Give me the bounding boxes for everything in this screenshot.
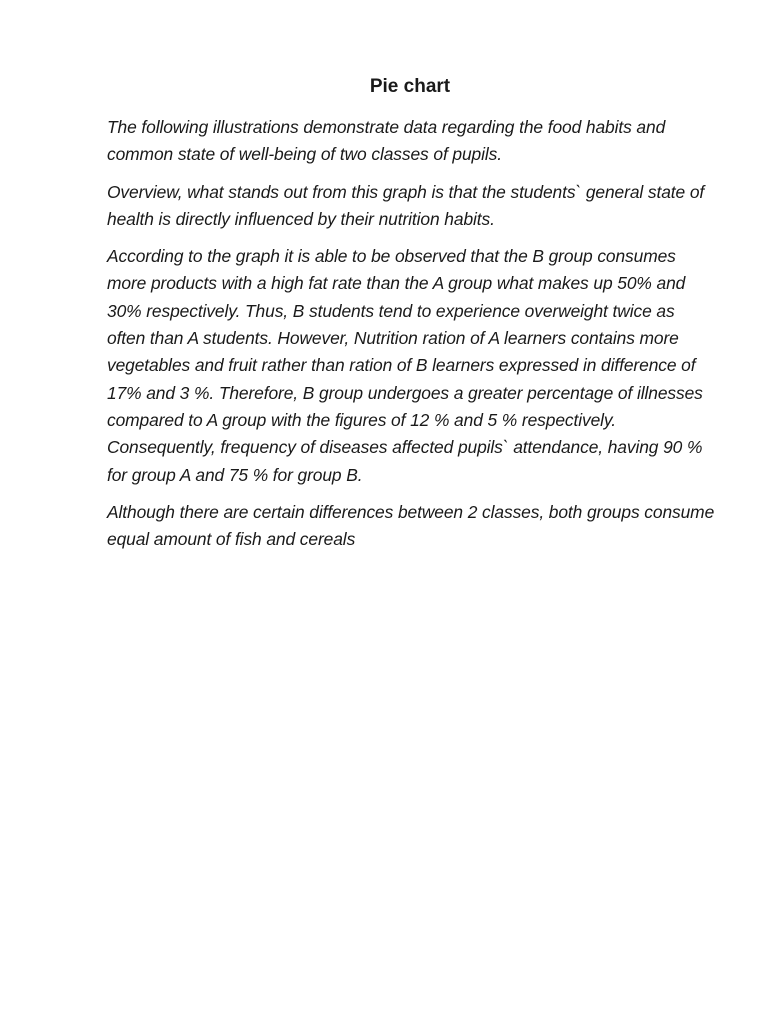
document-body [107,114,717,563]
paragraph-analysis: According to the graph it is able to be observed that the B group consumes more products with a high fat rate than the A group what makes up 50% and 30% respectively. Thus, B students tend to experience overweight twice as often than A students. However, Nutrition ration of A learners contains more vegetables and fruit rather than ration of B learners expressed in difference of 17% and 3 %. Therefore, B group undergoes a greater percentage of illnesses compared to A group with the figures of 12 % and 5 % respectively. Consequently, frequency of diseases affected pupils` attendance, having 90 % for group A and 75 % for group B. [107,246,703,485]
paragraph-overview: Overview, what stands out from this graph is that the students` general state of health is directly influenced by their nutrition habits. [107,181,705,229]
paragraph-intro: The following illustrations demonstrate data regarding the food habits and common state of well-being of two classes of pupils. [107,117,666,165]
paragraph-conclusion: Although there are certain differences between 2 classes, both groups consume equal amount of fish and cereals [107,501,715,550]
document-title: Pie chart [369,76,451,97]
